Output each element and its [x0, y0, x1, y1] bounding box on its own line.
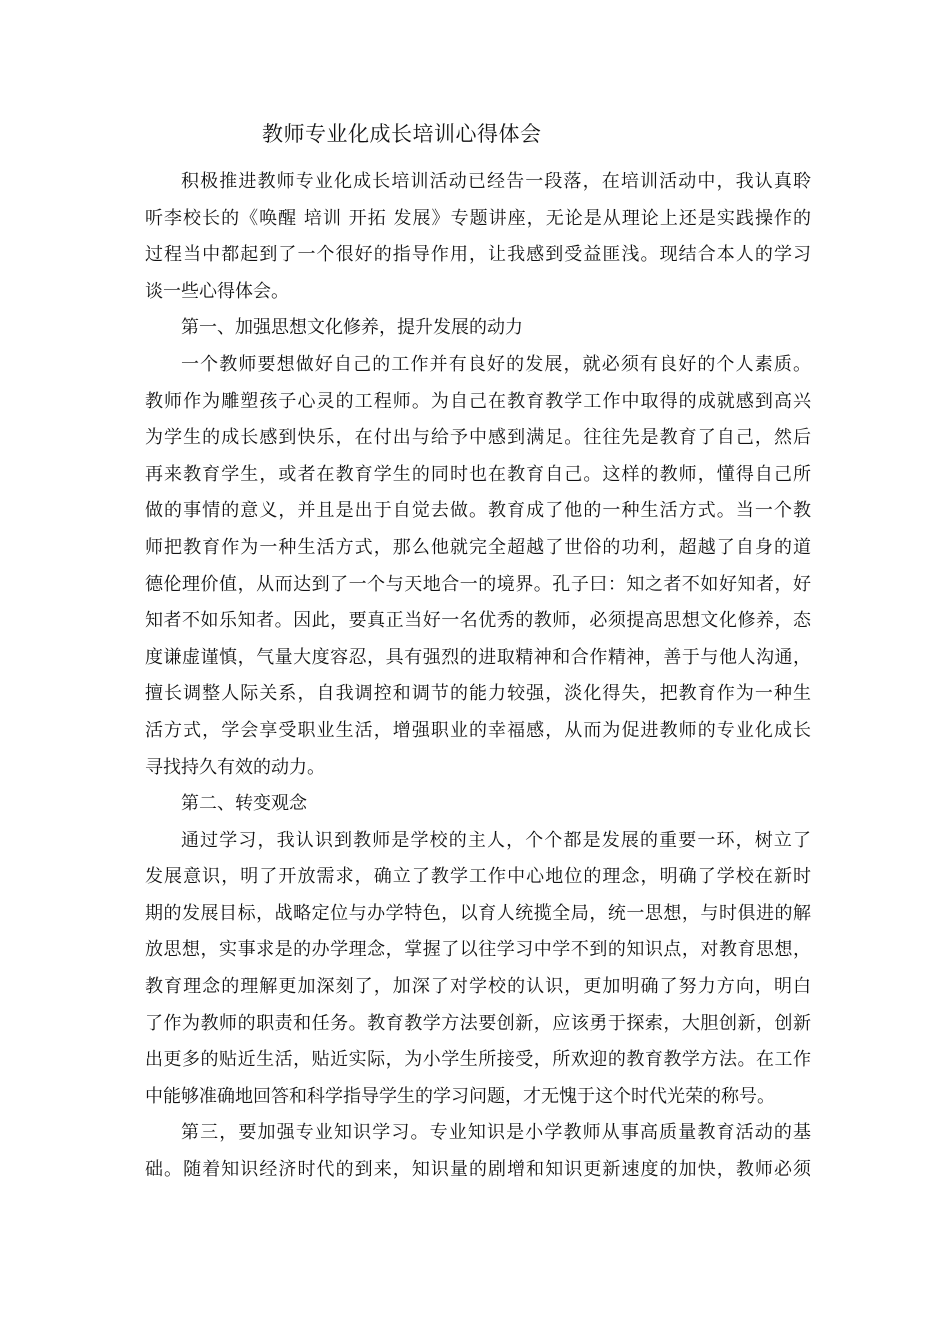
text-line: 教师作为雕塑孩子心灵的工程师。为自己在教育教学工作中取得的成就感到高兴 — [145, 390, 811, 412]
text-line: 师把教育作为一种生活方式，那么他就完全超越了世俗的功利，超越了自身的道 — [145, 536, 811, 558]
text-line: 第二、转变观念 — [181, 793, 307, 815]
text-line: 期的发展目标，战略定位与办学特色，以育人统揽全局，统一思想，与时俱进的解 — [145, 902, 811, 924]
text-line: 做的事情的意义，并且是出于自觉去做。教育成了他的一种生活方式。当一个教 — [145, 500, 811, 522]
text-line: 一个教师要想做好自己的工作并有良好的发展，就必须有良好的个人素质。 — [181, 353, 811, 375]
text-line: 了作为教师的职责和任务。教育教学方法要创新，应该勇于探索，大胆创新，创新 — [145, 1012, 811, 1034]
text-line: 教育理念的理解更加深刻了，加深了对学校的认识，更加明确了努力方向，明白 — [145, 976, 811, 998]
text-line: 再来教育学生，或者在教育学生的同时也在教育自己。这样的教师，懂得自己所 — [145, 463, 811, 485]
text-line: 寻找持久有效的动力。 — [145, 756, 325, 778]
text-line: 积极推进教师专业化成长培训活动已经告一段落，在培训活动中，我认真聆 — [181, 171, 811, 192]
text-line: 活方式，学会享受职业生活，增强职业的幸福感，从而为促进教师的专业化成长 — [145, 719, 811, 741]
text-line: 擅长调整人际关系，自我调控和调节的能力较强，淡化得失，把教育作为一种生 — [145, 683, 811, 705]
text-line: 过程当中都起到了一个很好的指导作用，让我感到受益匪浅。现结合本人的学习 — [145, 244, 811, 266]
text-line: 德伦理价值，从而达到了一个与天地合一的境界。孔子曰：知之者不如好知者，好 — [145, 573, 811, 595]
text-line: 出更多的贴近生活，贴近实际，为小学生所接受，所欢迎的教育教学方法。在工作 — [145, 1049, 811, 1071]
text-line: 度谦虚谨慎，气量大度容忍，具有强烈的进取精神和合作精神，善于与他人沟通， — [145, 646, 811, 668]
text-line: 第三，要加强专业知识学习。专业知识是小学教师从事高质量教育活动的基 — [181, 1122, 811, 1144]
document-title: 教师专业化成长培训心得体会 — [262, 122, 542, 146]
text-line: 谈一些心得体会。 — [145, 280, 289, 302]
text-line: 听李校长的《唤醒 培训 开拓 发展》专题讲座，无论是从理论上还是实践操作的 — [145, 207, 811, 229]
text-line: 中能够准确地回答和科学指导学生的学习问题，才无愧于这个时代光荣的称号。 — [145, 1085, 775, 1107]
text-line: 知者不如乐知者。因此，要真正当好一名优秀的教师，必须提高思想文化修养，态 — [145, 610, 811, 632]
text-line: 第一、加强思想文化修养，提升发展的动力 — [181, 317, 523, 339]
document-body — [145, 164, 811, 1189]
text-line: 发展意识，明了开放需求，确立了教学工作中心地位的理念，明确了学校在新时 — [145, 866, 811, 888]
text-line: 放思想，实事求是的办学理念，掌握了以往学习中学不到的知识点，对教育思想， — [145, 939, 811, 961]
text-line: 础。随着知识经济时代的到来，知识量的剧增和知识更新速度的加快，教师必须 — [145, 1159, 811, 1181]
text-line: 为学生的成长感到快乐，在付出与给予中感到满足。往往先是教育了自己，然后 — [145, 427, 811, 449]
text-line: 通过学习，我认识到教师是学校的主人，个个都是发展的重要一环，树立了 — [181, 829, 811, 851]
